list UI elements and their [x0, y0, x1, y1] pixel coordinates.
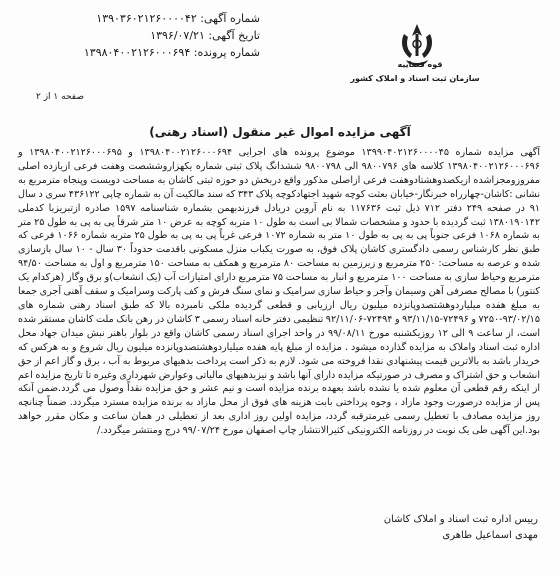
signature-block [384, 512, 538, 544]
notice-date-line [30, 27, 260, 44]
notice-number-line [30, 10, 260, 27]
page-number: صفحه ۱ از ۲ [36, 92, 84, 102]
notice-date-label: تاریخ آگهی: [208, 29, 260, 42]
file-number-label: شماره پرونده: [193, 46, 260, 59]
org-subtitle: سازمان ثبت اسناد و املاک کشور [350, 74, 480, 83]
notice-title: آگهی مزایده اموال غیر منقول (اسناد رهنی) [149, 125, 411, 139]
file-number-line [30, 44, 260, 61]
notice-meta [30, 10, 260, 61]
notice-body: آگهی مزایده شماره ۱۳۹۹۰۴۰۲۱۲۶۰۰۰۰۴۵ موضوع پرونده های اجرایی ۱۳۹۸۰۴۰۰۲۱۲۶۰۰۰۶۹۴ و ۱۳۹۸۰۴۰۰۲۱۲۶۰۰۰۶۹۵ و ۱۳۹۸۰۴۰۰۲۱۲۶۰۰۰۶۹۶ کلاسه های ۹۸۰۰۷۹۶ الی ۹۸۰۰۷۹۸ ششدانگ پلاک ثبتی شماره یکهزاروششصت وهفت فرعی ازیازده اصلی مفروزومجزاشده ازیکصدوهشتادوهفت فرعی ازاصلی مذکور واقع دربخش دو حوزه ثبتی کاشان به مساحت دویست وپنجاه مترمربع به نشانی :کاشان-چهارراه خبرنگار-خیابان بعثت کوچه شهید اجتهادکوچه پلاک ۳۴۳ که سند مالکیت آن به شماره چاپی ۴۳۶۱۲۲ سری د سال ۹۱ در صفحه ۲۴۹ دفتر ۷۱۲ ذیل ثبت ۱۱۷۶۳۶ به نام آروین دریادل فرزندبهمن بشماره شناسنامه ۱۵۹۷ صادره ازتبریزبا کدملی ۱۳۸۰۱۹۰۱۴۲ ثبت گردیده با حدود و مشخصات شمالا بی است به طول ۱۰ متربه کوچه به عرض ۱۰ متر شرقاً پی به پی به طول ۲۵ متر به شماره ۱۰۶۸ فرعی جنوباً پی به پی به طول ۱۰ متر به شماره ۱۰۷۲ فرعی غرباً پی به پی به طول ۲۵ متربه شماره ۱۰۶۶ فرعی که طبق نظر کارشناس رسمی دادگستری کاشان پلاک فوق، به صورت یکباب منزل مسکونی باقدمت حدوداً ۳۰ سال - ۱۰ سال بازسازی شده و عرصه به مساحت: ۲۵۰ مترمربع و زیرزمین به مساحت ۸۰ مترمربع و همکف به مساحت ۱۵۰ مترمربع و اول به مساحت ۹۴/۵۰ مترمربع وحیاط سازی به مساحت ۱۰۰ مترمربع و انبار به مساحت ۷۵ مترمربع دارای امتیازات آب (یک انشعاب)و برق وگاز (هرکدام یک کنتور) با مصالح مصرفی آهن وسیمان وآجر و حیاط سازی سرامیک و نمای سنگ فرش و کف پارکت وسرامیک و سقف آهنی آجری جمعا به مبلغ هفده میلیاردوهشتصدوپانزده میلیون ریال ارزیابی و قطعی گردیده ملکی نامبرده بالا که طبق اسناد رهنی شماره های ۹۳/۰۲/۱۵-۷۲۵۰ و ۷۲۴۹۶-۹۳/۱۱/۱۵ و ۷۲۴۹۴-۹۲/۱۱/۰۶ تنظیمی دفتر خانه اسناد رسمی ۳ کاشان در رهن بانک ملت کاشان مستقر شده است، از ساعت ۹ الی ۱۲ روزیکشنبه مورخ ۹۹/۰۸/۱۱ در واحد اجرای اسناد رسمی کاشان واقع در بلوار باهنر نبش میدان جهاد محل اداره ثبت اسناد واملاک به مزایده گذارده میشود . مزایده از مبلغ پایه هفده میلیاردوهشتصدوپانزده میلیون ریال شروع و به هرکس که خریدار باشد به بالاترین قیمت پیشنهادی نقدا فروخته می شود. لازم به ذکر است پرداخت بدهیهای مربوط به آب ، برق و گاز اعم از حق انشعاب و حق اشتراک و مصرف در صورتیکه مزایده دارای آنها باشد و نیزبدهیهای مالیاتی وعوارض شهرداری وغیره تا تاریخ مزایده اعم از اینکه رقم قطعی آن معلوم شده یا نشده باشد بعهده برنده مزایده است و نیم عشر و حق مزایده نقداً وصول می گردد.ضمن آنکه پس از مزایده درصورت وجود مازاد ، وجوه پرداختی بابت هزینه های فوق از محل مازاد به برنده مزایده مسترد میگردد. ضمناً چنانچه روز مزایده مصادف با تعطیل رسمی غیرمترقبه گردد، مزایده اولین روز اداری بعد از تعطیلی در همان ساعت و مکان مقرر خواهد بود.این آگهی طی یک نوبت در روزنامه الکترونیکی کثیرالانتشار چاپ اصفهان مورخ ۹۹/۰۷/۲۴ درج ومنتشر میگردد./ [18, 147, 541, 437]
signature-name: مهدی اسماعیل طاهری [442, 530, 538, 541]
notice-date: ۱۳۹۶/۰۷/۲۱ [150, 29, 205, 42]
notice-number-label: شماره آگهی: [200, 12, 260, 25]
notice-number: ۱۳۹۰۳۶۰۲۱۲۶۰۰۰۰۴۲ [96, 12, 197, 25]
file-number: ۱۳۹۸۰۴۰۰۲۱۲۶۰۰۰۶۹۴ [83, 46, 191, 59]
org-name: قوه قضاییه [397, 60, 443, 69]
signature-title: رییس اداره ثبت اسناد و املاک کاشان [383, 514, 538, 525]
